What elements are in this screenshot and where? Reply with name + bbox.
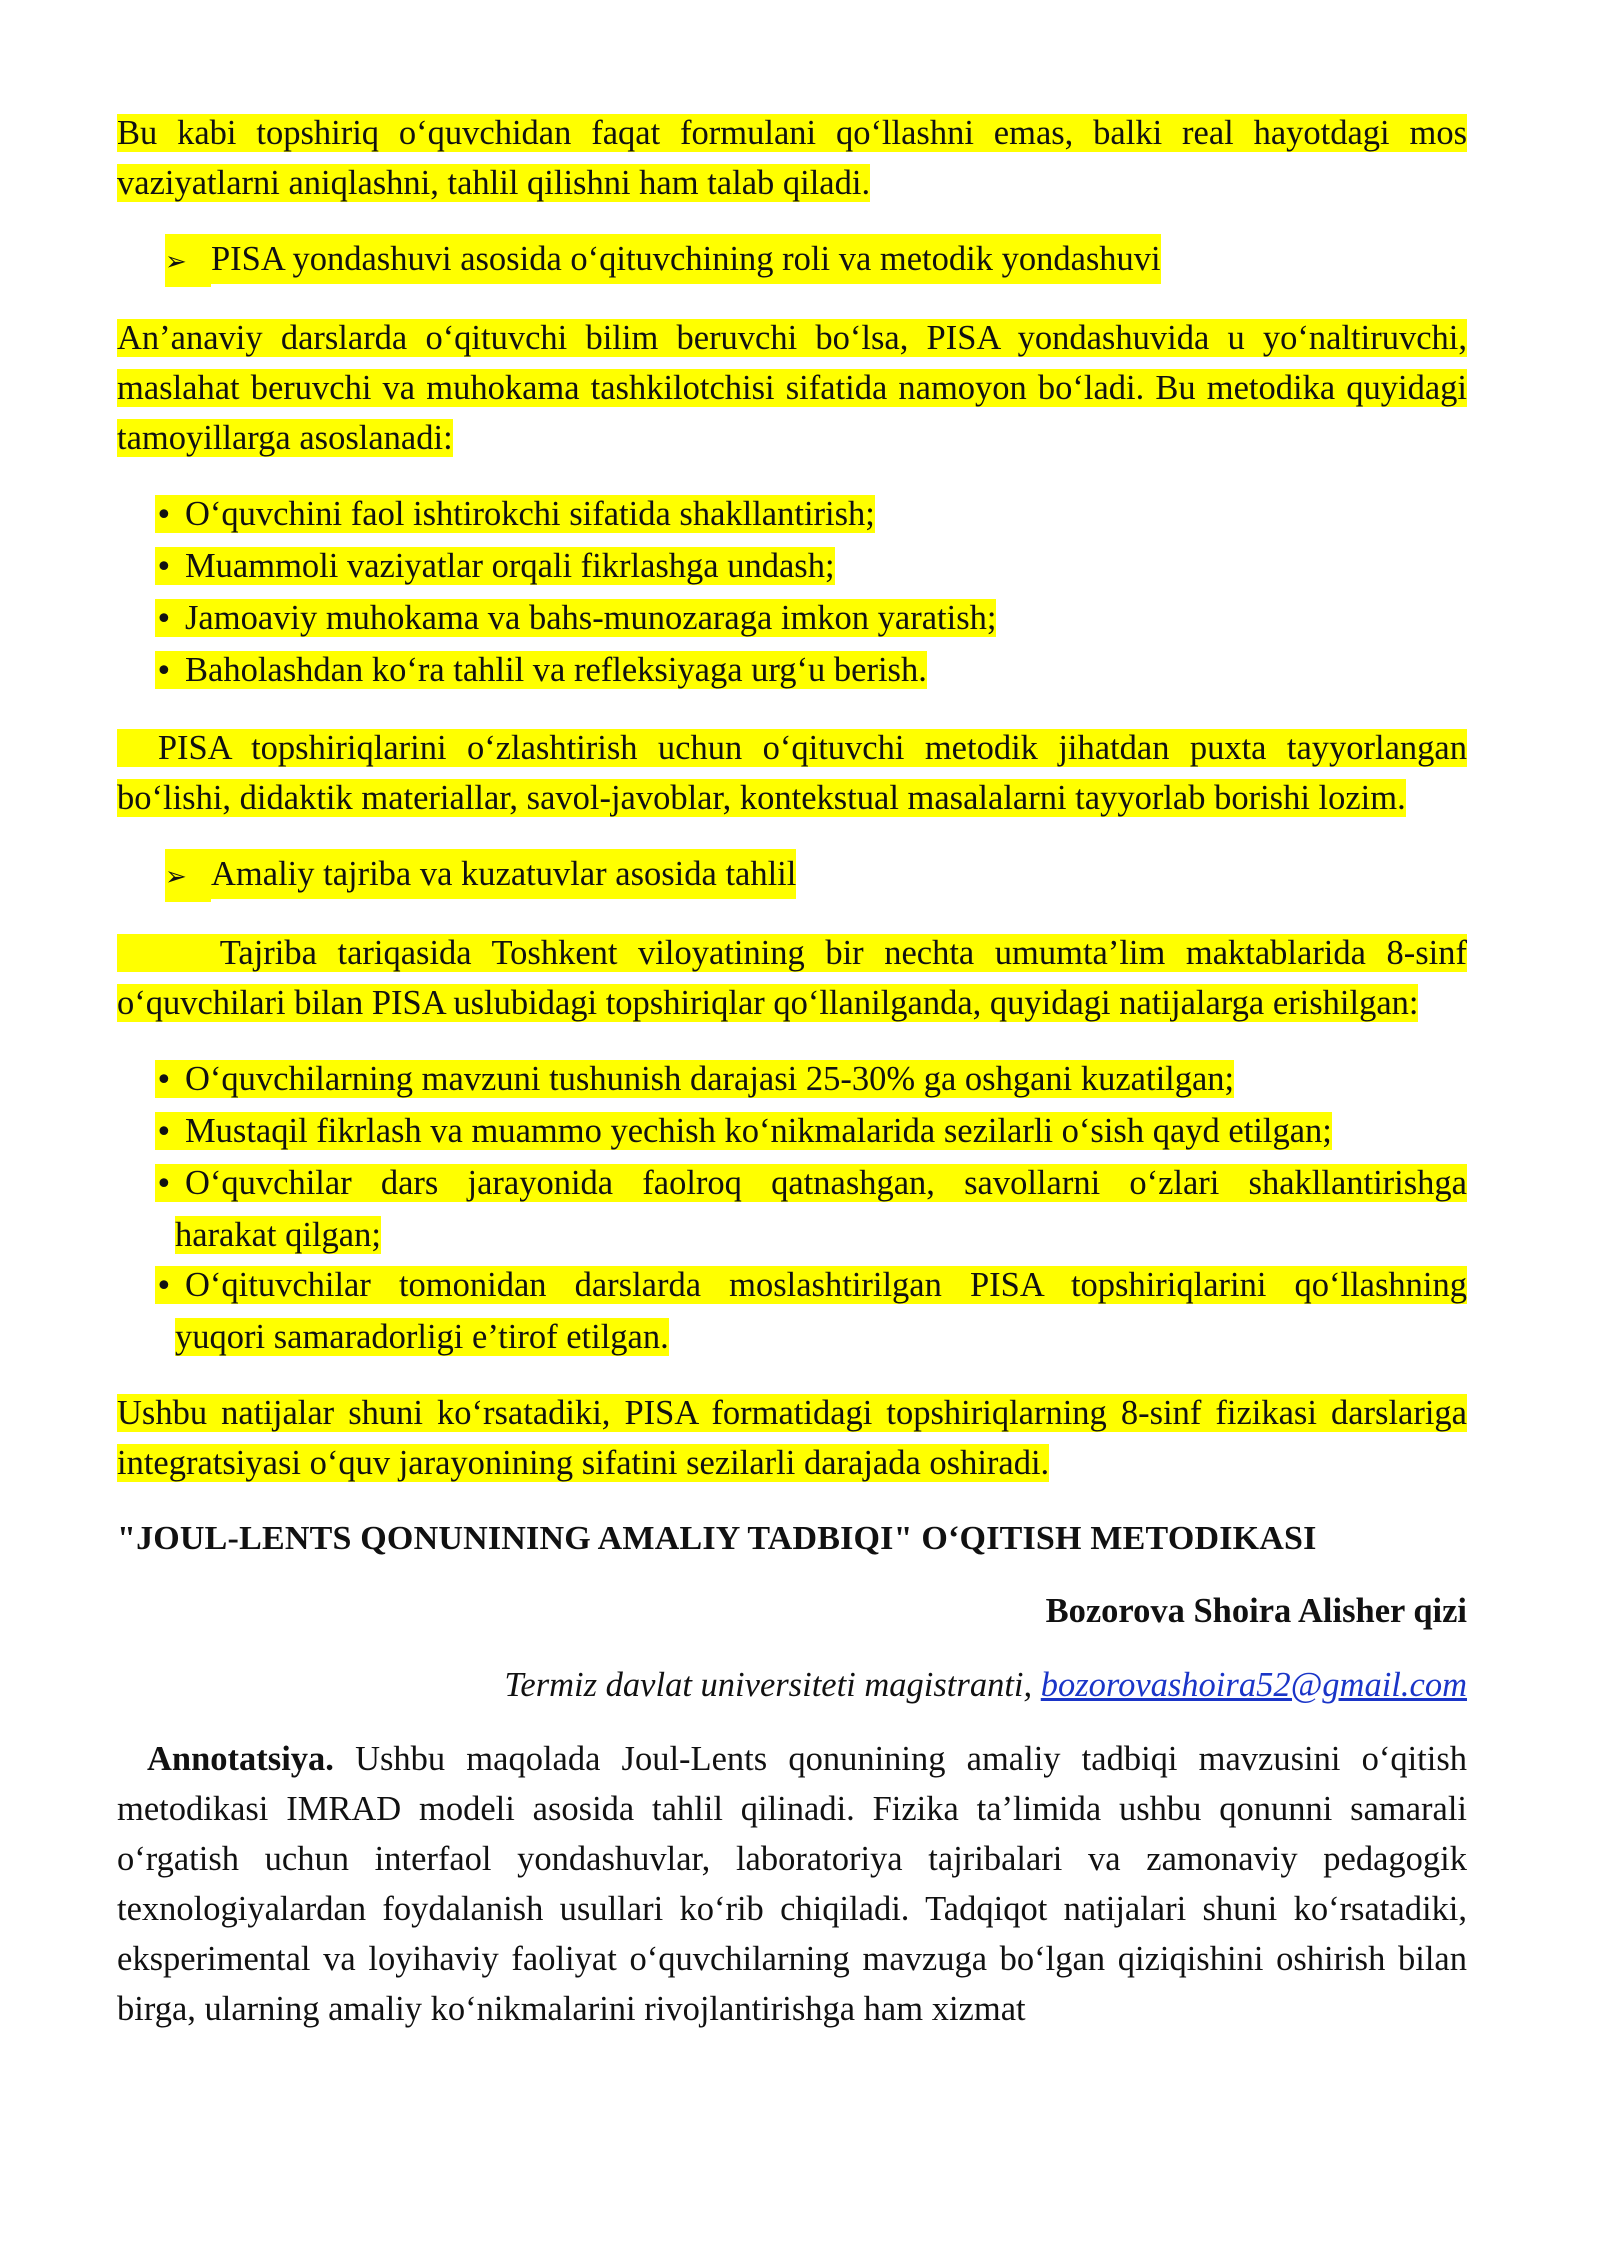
list-item: • Jamoaviy muhokama va bahs-munozaraga imkon yaratish; [155,593,1467,645]
author-affiliation: Termiz davlat universiteti magistranti, bozorovashoira52@gmail.com [504,1666,1467,1704]
paragraph-1 [117,108,1467,208]
list-item: • Muammoli vaziyatlar orqali fikrlashga undash; [155,541,1467,593]
abstract-text: Ushbu maqolada Joul-Lents qonunining amaliy tadbiqi mavzusini o‘qitish metodikasi IMRAD modeli asosida tahlil qilinadi. Fizika ta’limida ushbu qonunni samarali o‘rgatish uchun interfaol yondashuvlar, laboratoriya tajribalari va zamonaviy pedagogik texnologiyalardan foydalanish usullari ko‘rib chiqiladi. Tadqiqot natijalari shuni ko‘rsatadiki, eksperimental va loyihaviy faoliyat o‘quvchilarning mavzuga bo‘lgan qiziqishini oshirish bilan birga, ularning amaliy ko‘nikmalarini rivojlantirishga ham xizmat [117,1740,1468,2028]
paragraph-2-text: An’anaviy darslarda o‘qituvchi bilim beruvchi bo‘lsa, PISA yondashuvida u yo‘naltiruvchi, maslahat beruvchi va muhokama tashkilotchisi sifatida namoyon bo‘ladi. Bu metodika quyidagi tamoyillarga asoslanadi: [117,319,1467,457]
bullet-icon: • [155,654,173,689]
paragraph-4 [117,928,1467,1028]
bullet-icon: • [155,498,173,533]
paragraph-4-text: Tajriba tariqasida Toshkent viloyatining bir nechta umumta’lim maktablarida 8-sinf o‘quvchilari bilan PISA uslubidagi topshiriqlar qo‘llanilganda, quyidagi natijalarga erishilgan: [117,934,1467,1022]
results-list [117,1054,1467,1362]
principles-list [117,489,1467,697]
abstract [117,1734,1467,2034]
paragraph-3 [117,723,1467,823]
email-link[interactable]: bozorovashoira52@gmail.com [1040,1666,1467,1704]
subheading-2-text: Amaliy tajriba va kuzatuvlar asosida tahlil [211,849,796,899]
arrow-bullet-icon: ➢ [165,849,211,902]
list-item-continuation: harakat qilgan; [175,1216,381,1254]
list-item: • O‘quvchilarning mavzuni tushunish darajasi 25-30% ga oshgani kuzatilgan; [155,1054,1467,1106]
bullet-icon: • [155,1115,173,1150]
paragraph-2 [117,313,1467,463]
subheading-1 [165,234,1467,287]
list-item: • O‘qituvchilar tomonidan darslarda moslashtirilgan PISA topshiriqlarini qo‘llashning [155,1260,1467,1312]
bullet-icon: • [155,1167,173,1202]
paragraph-1-text: Bu kabi topshiriq o‘quvchidan faqat formulani qo‘llashni emas, balki real hayotdagi mos vaziyatlarni aniqlashni, tahlil qilishni ham talab qiladi. [117,114,1467,202]
subheading-1-text: PISA yondashuvi asosida o‘qituvchining roli va metodik yondashuvi [211,234,1161,284]
author-name: Bozorova Shoira Alisher qizi [1045,1592,1467,1630]
bullet-icon: • [155,602,173,637]
list-item: • Mustaqil fikrlash va muammo yechish ko‘nikmalarida sezilarli o‘sish qayd etilgan; [155,1106,1467,1158]
arrow-bullet-icon: ➢ [165,234,211,287]
paragraph-5-text: Ushbu natijalar shuni ko‘rsatadiki, PISA formatidagi topshiriqlarning 8-sinf fizikasi darslariga integratsiyasi o‘quv jarayonining sifatini sezilarli darajada oshiradi. [117,1394,1467,1482]
subheading-2 [165,849,1467,902]
abstract-label: Annotatsiya. [147,1740,334,1778]
bullet-icon: • [155,1063,173,1098]
list-item: • Baholashdan ko‘ra tahlil va refleksiyaga urg‘u berish. [155,645,1467,697]
article-title: "JOUL-LENTS QONUNINING AMALIY TADBIQI" O‘QITISH METODIKASI [117,1520,1317,1557]
bullet-icon: • [155,1269,173,1304]
bullet-icon: • [155,550,173,585]
paragraph-3-text: PISA topshiriqlarini o‘zlashtirish uchun o‘qituvchi metodik jihatdan puxta tayyorlangan bo‘lishi, didaktik materiallar, savol-javoblar, kontekstual masalalarni tayyorlab borishi lozim. [117,729,1468,817]
list-item-continuation: yuqori samaradorligi e’tirof etilgan. [175,1318,669,1356]
paragraph-5 [117,1388,1467,1488]
list-item: • O‘quvchini faol ishtirokchi sifatida shakllantirish; [155,489,1467,541]
list-item: • O‘quvchilar dars jarayonida faolroq qatnashgan, savollarni o‘zlari shakllantirishga [155,1158,1467,1210]
